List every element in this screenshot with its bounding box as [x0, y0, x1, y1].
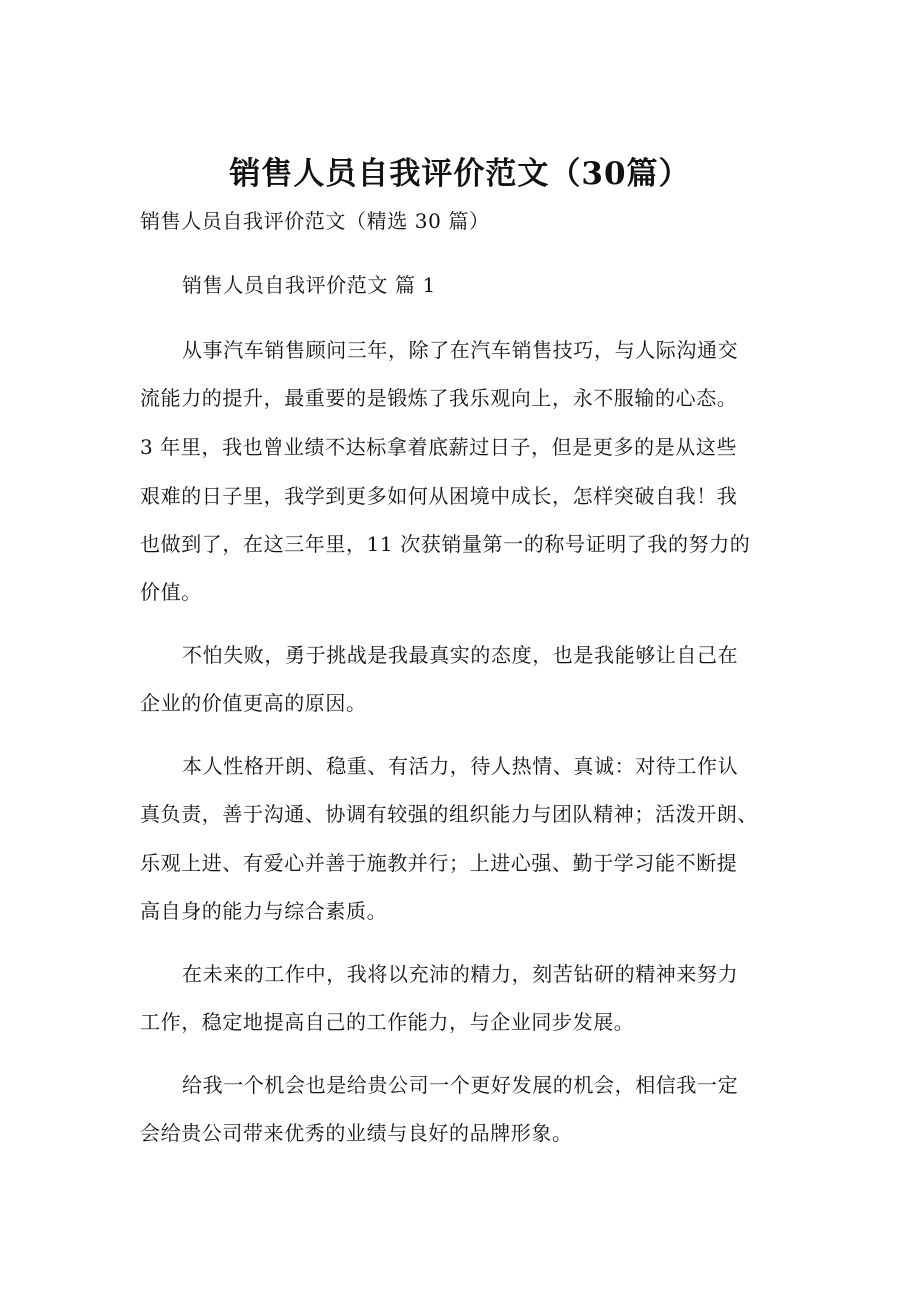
paragraph-line: 流能力的提升，最重要的是锻炼了我乐观向上，永不服输的心态。: [140, 386, 738, 410]
paragraph-line: 高自身的能力与综合素质。: [140, 899, 388, 923]
paragraph-line: 给我一个机会也是给贵公司一个更好发展的机会，相信我一定: [182, 1073, 739, 1097]
paragraph-line: 本人性格开朗、稳重、有活力，待人热情、真诚：对待工作认: [182, 754, 739, 778]
paragraph-line: 也做到了，在这三年里，11 次获销量第一的称号证明了我的努力的: [140, 532, 751, 556]
paragraph-line: 从事汽车销售顾问三年，除了在汽车销售技巧，与人际沟通交: [182, 338, 739, 362]
document-title: 销售人员自我评价范文（30篇）: [229, 156, 691, 192]
document-subtitle: 销售人员自我评价范文（精选 30 篇）: [140, 209, 490, 233]
paragraph-line: 会给贵公司带来优秀的业绩与良好的品牌形象。: [140, 1121, 573, 1145]
paragraph-line: 企业的价值更高的原因。: [140, 691, 367, 715]
paragraph-line: 真负责，善于沟通、协调有较强的组织能力与团队精神；活泼开朗、: [140, 802, 758, 826]
paragraph-line: 3 年里，我也曾业绩不达标拿着底薪过日子，但是更多的是从这些: [140, 435, 738, 459]
paragraph-line: 在未来的工作中，我将以充沛的精力，刻苦钻研的精神来努力: [182, 962, 739, 986]
paragraph-line: 不怕失败，勇于挑战是我最真实的态度，也是我能够让自己在: [182, 643, 739, 667]
paragraph-line: 乐观上进、有爱心并善于施教并行；上进心强、勤于学习能不断提: [140, 851, 738, 875]
paragraph-line: 价值。: [140, 580, 202, 604]
section-heading: 销售人员自我评价范文 篇 1: [182, 273, 436, 297]
paragraph-line: 艰难的日子里，我学到更多如何从困境中成长，怎样突破自我！我: [140, 484, 738, 508]
paragraph-line: 工作，稳定地提高自己的工作能力，与企业同步发展。: [140, 1010, 635, 1034]
